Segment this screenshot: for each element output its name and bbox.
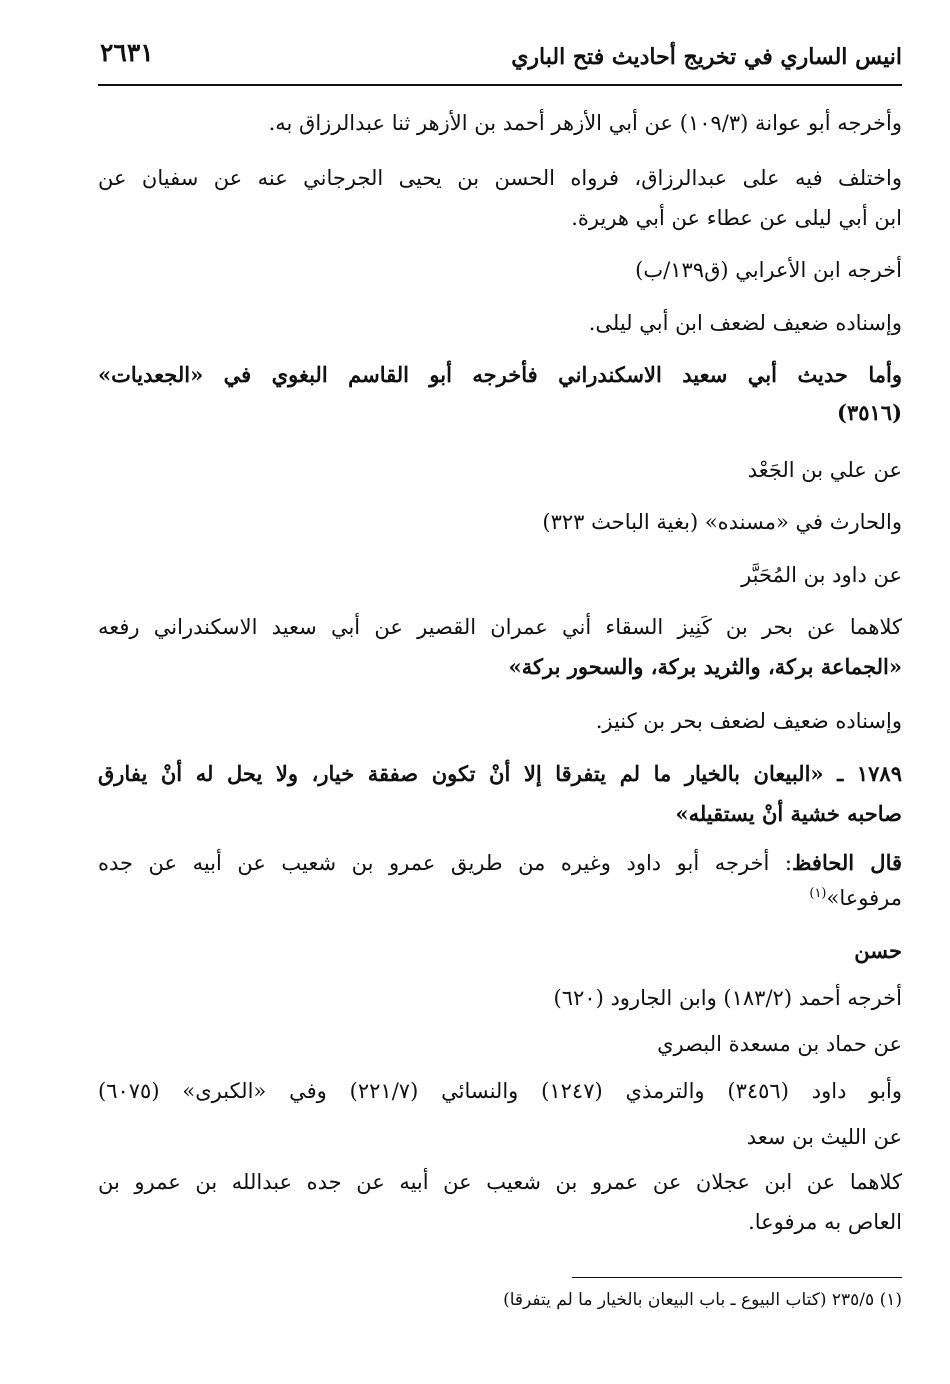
text-line: عن داود بن المُحَبَّر [741, 563, 902, 587]
page-number: ٢٦٣١ [100, 38, 154, 67]
hafiz-label: قال الحافظ [791, 850, 903, 875]
text-line: وأبو داود (٣٤٥٦) والترمذي (١٢٤٧) والنسائي (٢٢١/٧) وفي «الكبرى» (٦٠٧٥) [98, 1079, 902, 1103]
grade-label: حسن [854, 938, 902, 963]
hadith-heading-line: ١٧٨٩ ـ «البيعان بالخيار ما لم يتفرقا إلا أنْ تكون صفقة خيار، ولا يحل له أنْ يفارق [98, 761, 902, 786]
text-line: والحارث في «مسنده» (بغية الباحث ٣٢٣) [542, 510, 902, 534]
text-line: كلاهما عن بحر بن كَنِيز السقاء أني عمران القصير عن أبي سعيد الاسكندراني رفعه [98, 615, 902, 639]
text-line: ابن أبي ليلى عن عطاء عن أبي هريرة. [571, 206, 902, 230]
running-header-title: انيس الساري في تخريج أحاديث فتح الباري [511, 44, 902, 70]
text-line: عن الليث بن سعد [746, 1125, 902, 1149]
text-line: العاص به مرفوعا. [748, 1210, 902, 1234]
text-line: عن علي بن الجَعْد [747, 458, 902, 482]
bold-line: وأما حديث أبي سعيد الاسكندراني فأخرجه أبو القاسم البغوي في «الجعديات» [98, 362, 902, 387]
text-line: وإسناده ضعيف لضعف ابن أبي ليلى. [588, 311, 902, 335]
text-line: عن حماد بن مسعدة البصري [657, 1032, 902, 1056]
bold-line: (٣٥١٦) [837, 400, 902, 425]
footnote: (١) ٢٣٥/٥ (كتاب البيوع ـ باب البيعان بالخيار ما لم يتفرقا) [503, 1290, 902, 1310]
text-line [98, 883, 902, 913]
text-line: واختلف فيه على عبدالرزاق، فرواه الحسن بن يحيى الجرجاني عنه عن سفيان عن [98, 166, 902, 190]
text-line [98, 848, 902, 878]
hadith-heading-line: صاحبه خشية أنْ يستقيله» [675, 801, 902, 826]
footnote-ref: (١) [809, 886, 827, 901]
text-line: وإسناده ضعيف لضعف بحر بن كنيز. [595, 709, 902, 733]
text-line: أخرجه ابن الأعرابي (ق١٣٩/ب) [635, 258, 902, 282]
hafiz-text: : أخرجه أبو داود وغيره من طريق عمرو بن شعيب عن أبيه عن جده [98, 851, 792, 875]
text-line: كلاهما عن ابن عجلان عن عمرو بن شعيب عن أبيه عن جده عبدالله بن عمرو بن [98, 1170, 902, 1194]
footnote-rule [572, 1277, 902, 1278]
bold-quote-line: «الجماعة بركة، والثريد بركة، والسحور بركة» [508, 654, 902, 679]
header-rule [98, 84, 902, 86]
text-line: أخرجه أحمد (١٨٣/٢) وابن الجارود (٦٢٠) [553, 986, 902, 1010]
text-span: مرفوعا» [826, 886, 902, 910]
text-line: وأخرجه أبو عوانة (١٠٩/٣) عن أبي الأزهر أحمد بن الأزهر ثنا عبدالرزاق به. [268, 111, 902, 135]
